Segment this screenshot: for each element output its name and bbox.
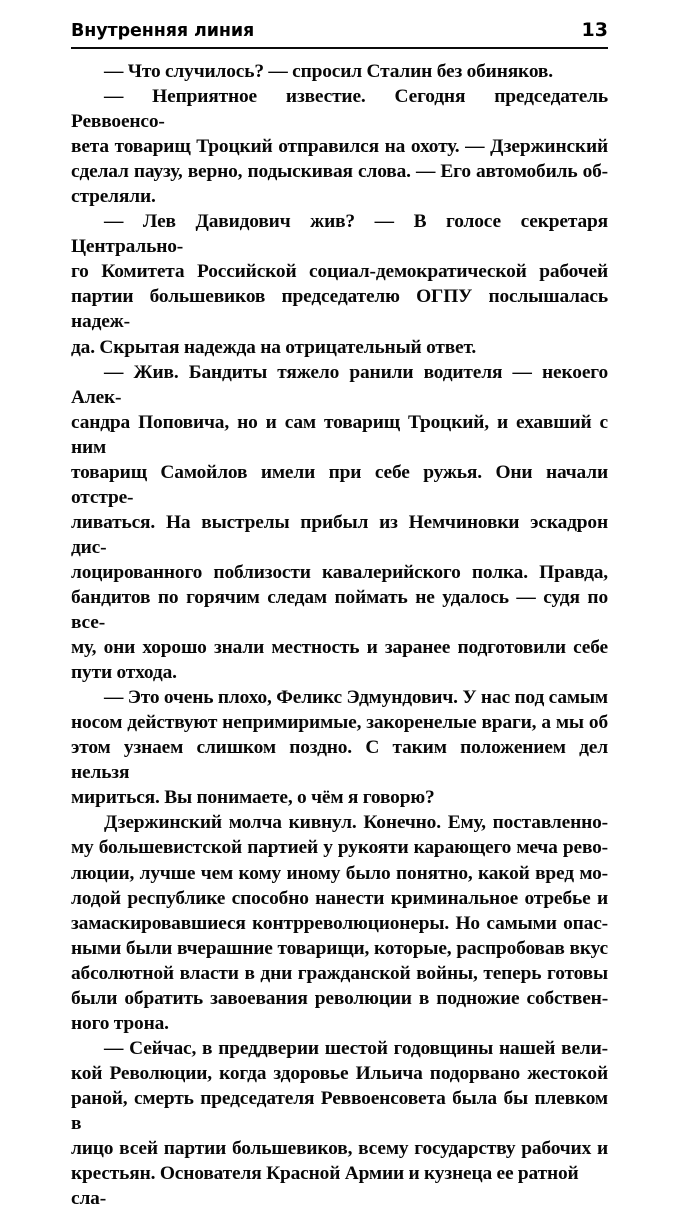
text-line: лодой республике способно нанести криминальное отребье и bbox=[71, 887, 608, 909]
text-line: носом действуют непримиримые, закоренелые враги, а мы об bbox=[71, 712, 608, 734]
text-line: вета товарищ Троцкий отправился на охоту. — Дзержинский bbox=[71, 136, 608, 158]
text-line: лицо всей партии большевиков, всему государству рабочих и bbox=[71, 1138, 608, 1160]
text-line: ными были вчерашние товарищи, которые, распробовав вкус bbox=[71, 937, 608, 959]
text-line: замаскировавшиеся контрреволюционеры. Но самыми опас- bbox=[71, 912, 608, 934]
text-line: мириться. Вы понимаете, о чём я говорю? bbox=[71, 787, 435, 809]
text-line: — Что случилось? — спросил Сталин без обиняков. bbox=[104, 61, 553, 82]
text-line: абсолютной власти в дни гражданской войны, теперь готовы bbox=[71, 962, 608, 984]
text-line: — Неприятное известие. Сегодня председатель Реввоенсо- bbox=[71, 86, 608, 133]
text-line: да. Скрытая надежда на отрицательный ответ. bbox=[71, 336, 477, 358]
text-line: бандитов по горячим следам поймать не удалось — судя по все- bbox=[71, 586, 608, 634]
text-line: раной, смерть председателя Реввоенсовета была бы плевком в bbox=[71, 1087, 608, 1134]
text-line: — Это очень плохо, Феликс Эдмундович. У нас под самым bbox=[104, 687, 608, 709]
text-line: сандра Поповича, но и сам товарищ Троцкий, и ехавший с ним bbox=[71, 411, 608, 458]
text-line: были обратить завоевания революции в подножие собствен- bbox=[71, 987, 608, 1009]
body-paragraph bbox=[71, 209, 608, 359]
text-line: Дзержинский молча кивнул. Конечно. Ему, поставленно- bbox=[104, 812, 608, 834]
body-paragraph bbox=[71, 1036, 608, 1211]
text-line: му большевистской партией у рукояти карающего меча рево- bbox=[71, 837, 608, 859]
text-line: сделал паузу, верно, подыскивая слова. — Его автомобиль об- bbox=[71, 161, 608, 183]
text-line: этом узнаем слишком поздно. С таким положением дел нельзя bbox=[71, 737, 608, 784]
text-line: люции, лучше чем кому иному было понятно, какой вред мо- bbox=[71, 862, 608, 884]
body-paragraph bbox=[71, 360, 608, 686]
text-line: — Лев Давидович жив? — В голосе секретаря Центрально- bbox=[71, 211, 608, 258]
body-paragraph bbox=[71, 685, 608, 810]
body-paragraph bbox=[71, 59, 608, 84]
text-line: — Сейчас, в преддверии шестой годовщины нашей вели- bbox=[104, 1037, 608, 1059]
text-line: — Жив. Бандиты тяжело ранили водителя — некоего Алек- bbox=[71, 361, 608, 408]
body-paragraph bbox=[71, 810, 608, 1035]
text-line: кой Революции, когда здоровье Ильича подорвано жестокой bbox=[71, 1062, 608, 1084]
text-line: пути отхода. bbox=[71, 662, 177, 684]
body-paragraph bbox=[71, 84, 608, 209]
running-head bbox=[71, 21, 608, 47]
text-line: го Комитета Российской социал-демократической рабочей bbox=[71, 261, 608, 283]
body-text-block bbox=[71, 59, 608, 1211]
header-rule-divider bbox=[71, 47, 608, 49]
text-line: ливаться. На выстрелы прибыл из Немчиновки эскадрон дис- bbox=[71, 511, 608, 558]
page-number: 13 bbox=[581, 19, 608, 41]
text-line: ного трона. bbox=[71, 1012, 169, 1034]
text-line: стреляли. bbox=[71, 186, 156, 208]
text-line: му, они хорошо знали местность и заранее подготовили себе bbox=[71, 637, 608, 659]
text-line: товарищ Самойлов имели при себе ружья. Они начали отстре- bbox=[71, 461, 608, 508]
running-head-title: Внутренняя линия bbox=[71, 21, 255, 41]
text-line: партии большевиков председателю ОГПУ послышалась надеж- bbox=[71, 286, 608, 333]
text-line: лоцированного поблизости кавалерийского полка. Правда, bbox=[71, 561, 608, 583]
text-line: крестьян. Основателя Красной Армии и кузнеца ее ратной сла- bbox=[71, 1163, 579, 1210]
